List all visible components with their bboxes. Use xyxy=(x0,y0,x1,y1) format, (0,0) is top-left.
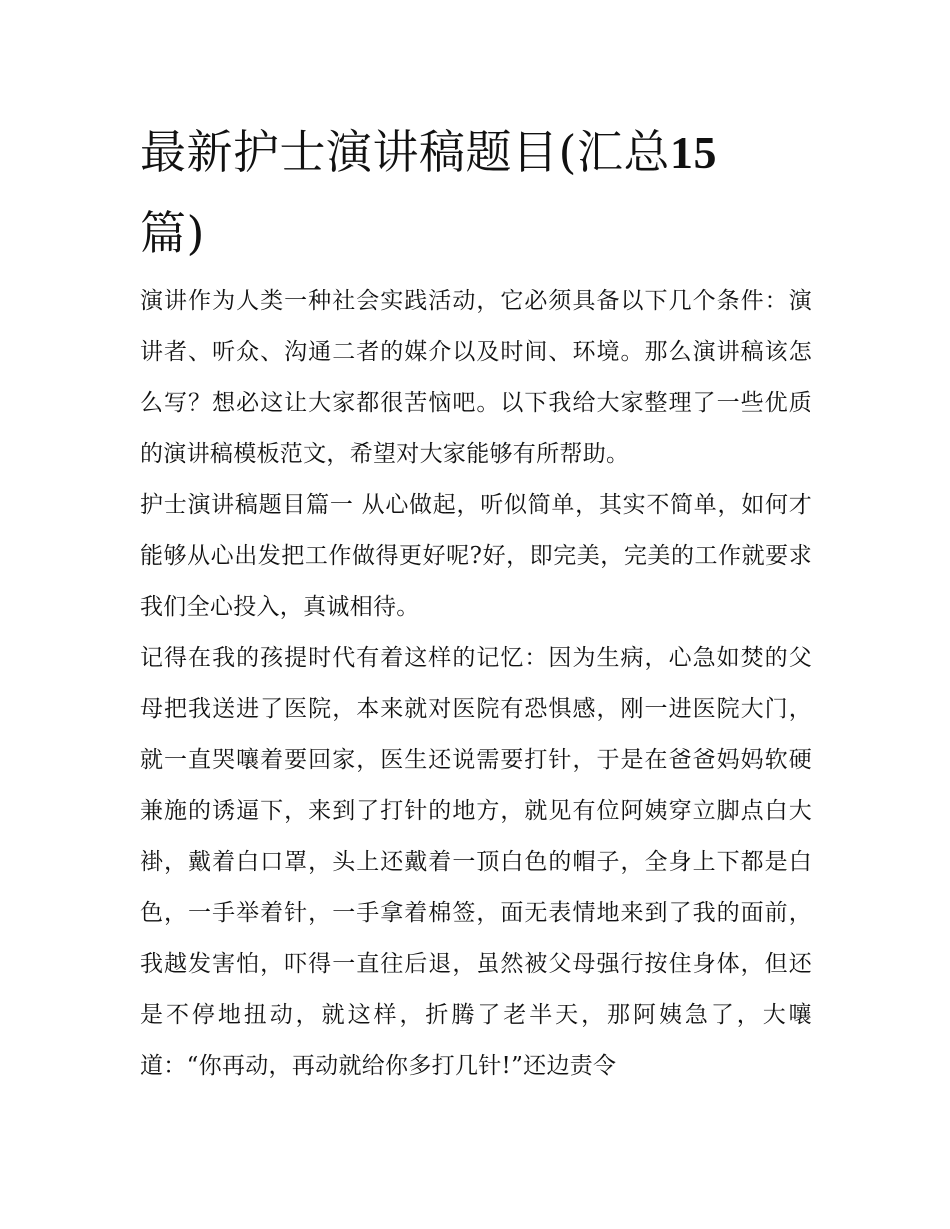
paragraph-intro: 演讲作为人类一种社会实践活动，它必须具备以下几个条件：演讲者、听众、沟通二者的媒介以及时间、环境。那么演讲稿该怎么写？想必这让大家都很苦恼吧。以下我给大家整理了一些优质的演讲稿模板范文，希望对大家能够有所帮助。 xyxy=(140,288,812,467)
title-end: 篇) xyxy=(140,206,205,260)
document-body xyxy=(140,276,812,1092)
paragraph-memory: 记得在我的孩提时代有着这样的记忆：因为生病，心急如焚的父母把我送进了医院，本来就对医院有恐惧感，刚一进医院大门，就一直哭嚷着要回家，医生还说需要打针，于是在爸爸妈妈软硬兼施的诱逼下，来到了打针的地方，就见有位阿姨穿立脚点白大褂，戴着白口罩，头上还戴着一顶白色的帽子，全身上下都是白色，一手举着针，一手拿着棉签，面无表情地来到了我的面前，我越发害怕，吓得一直往后退，虽然被父母强行按住身体，但还是不停地扭动，就这样，折腾了老半天，那阿姨急了，大嚷道：“你再动，再动就给你多打几针!”还边责令 xyxy=(140,645,812,1079)
paragraph-section-one: 护士演讲稿题目篇一 从心做起，听似简单，其实不简单，如何才能够从心出发把工作做得更好呢?好，即完美，完美的工作就要求我们全心投入，真诚相待。 xyxy=(140,492,812,620)
title-number: 15 xyxy=(669,127,717,178)
document-title xyxy=(140,112,820,273)
title-main: 最新护士演讲稿题目(汇总 xyxy=(140,125,670,179)
